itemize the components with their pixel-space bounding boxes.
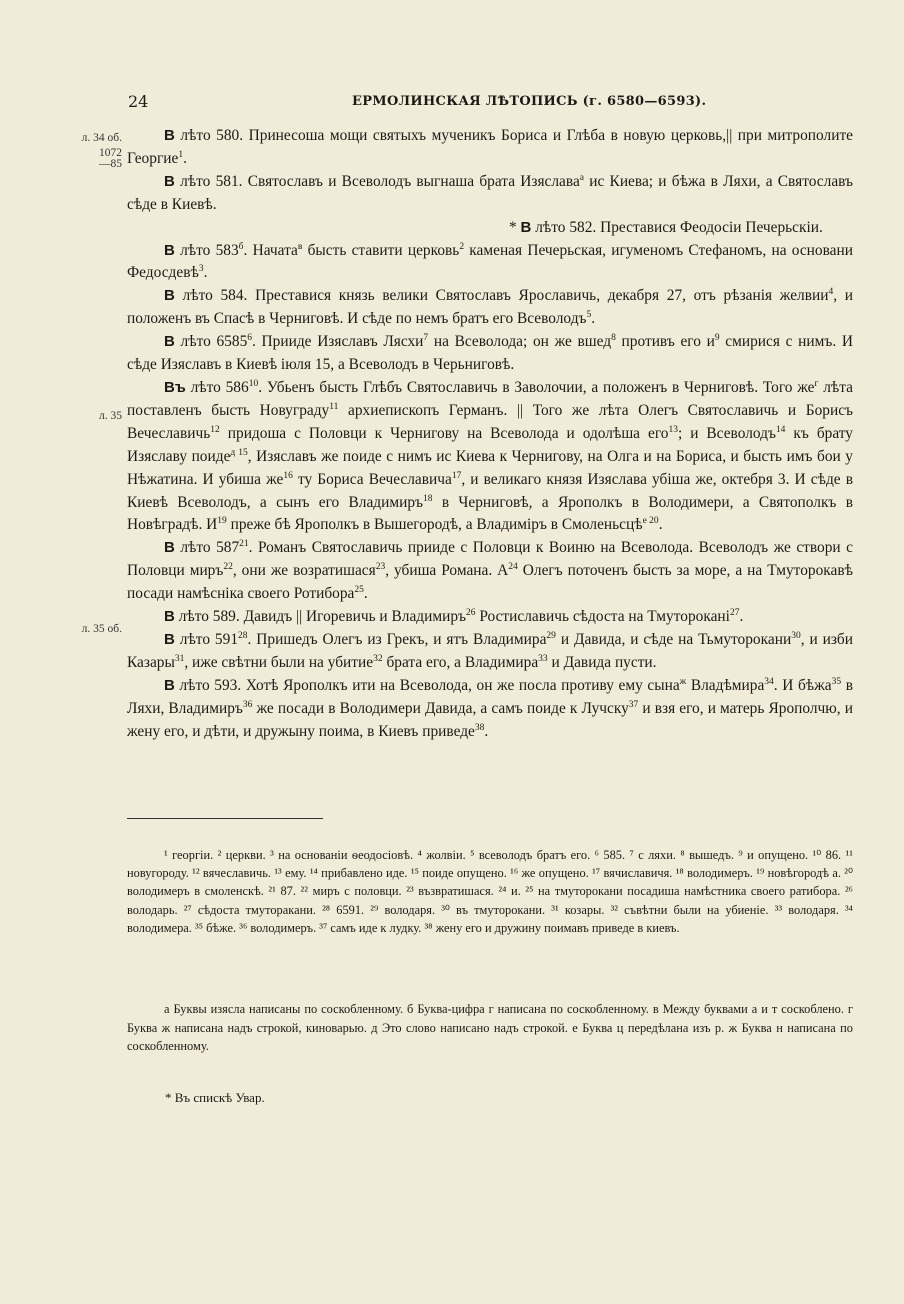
footnote-ref: 38	[474, 722, 485, 733]
footnote-ref: 17	[451, 470, 462, 481]
letter-footnotes-text: а Буквы изясла написаны по соскобленному. б Буква-цифра г написана по соскобленному. в Между буквами а и т соскоблено. г Буква ж написана надъ строкой, киноварью. д Это слово написано надъ строкой. е Буква ц передѣлана изъ р. ж Буква н написана по соскобленному.	[127, 1002, 853, 1053]
chronicle-entry: В лѣто 593. Хотѣ Ярополкъ ити на Всеволода, он же посла противу ему сына$^ж$ Владѣмира$^{34}$. И бѣжа$^{35}$ в Ляхи, Владимиръ$^{36}$ же посади в Володимери Давида, а самъ поиде к Лучску$^{37}$ и взя его, и матерь Ярополчю, и жену его, и дѣти, и дружыну поима, в Киевъ приведе$^{38}$.	[127, 676, 853, 740]
footnote-ref: 2	[459, 241, 465, 252]
footnote-ref: 11	[329, 401, 339, 412]
footnote-ref: 19	[217, 516, 227, 527]
footnote-ref: 32	[373, 653, 383, 664]
footnote-ref: 8	[611, 333, 616, 344]
footnote-ref: д 15	[230, 447, 248, 458]
footnote-ref: е 20	[642, 516, 659, 527]
footnote-ref: 24	[508, 562, 518, 573]
footnote-ref: 21	[239, 539, 249, 550]
footnote-ref: 23	[375, 562, 386, 573]
footnote-ref: 22	[223, 562, 233, 573]
chronicle-entry: В лѣто 581. Святославъ и Всеволодъ выгнаша брата Изяслава$^а$ ис Киева; и бѣжа в Ляхи, а Святославъ сѣде в Киевѣ.	[127, 172, 853, 213]
chronicle-entry: В лѣто $587^{21}$. Романъ Святославичь прииде с Половци к Воиню на Всеволода. Всеволодъ же створи с Половци миръ$^{22}$, они же возратишася$^{23}$, убиша Романа. $А^{24}$ Олегъ поточенъ бысть за море, а на Тмуторокавѣ посади намѣсніка своего Ротибора$^{25}$.	[127, 539, 853, 603]
footnote-ref: 36	[242, 699, 253, 710]
footnote-ref: 7	[423, 333, 429, 344]
footnote-ref: 33	[538, 653, 548, 664]
chronicle-text	[127, 125, 853, 743]
footnote-ref: 18	[423, 493, 433, 504]
entry-initial: В	[164, 333, 175, 351]
margin-folio-34ob	[50, 133, 122, 170]
margin-year-end: —85	[99, 158, 122, 170]
footnote-ref: 35	[831, 676, 842, 687]
asterisk-note: * Въ спискѣ Увар.	[165, 1090, 265, 1105]
entry-initial: В	[164, 539, 175, 557]
chronicle-entry: В лѣто 6585$^6$. Прииде Изяславъ Лясхи$^7$ на Всеволода; он же вшед$^8$ противъ его $и^9$ смирися с нимъ. И сѣде Изяславъ в Киевѣ іюля 15, а Всеволодъ в Черьниговѣ.	[127, 333, 853, 374]
footnote-ref: 13	[668, 424, 678, 435]
footnote-ref: 27	[729, 608, 740, 619]
running-head	[0, 92, 904, 116]
footnote-ref: 4	[828, 287, 834, 298]
footnote-ref: 30	[791, 630, 801, 641]
chronicle-entry: В лѣто $591^{28}$. Пришедъ Олегъ из Грекъ, и ятъ Владимира$^{29}$ и Давида, и сѣде на Тьмуторокани$^{30}$, и изби Казары$^{31}$, иже свѣтни были на убитие$^{32}$ брата его, а Владимира$^{33}$ и Давида пусти.	[127, 630, 853, 671]
chronicle-entry: В лѣто 580. Принесоша мощи святыхъ мученикъ Бориса и Глѣба в новую церковь,|| при митрополите Георгие$^1$.	[127, 127, 853, 167]
entry-initial: В	[520, 218, 532, 236]
footnote-ref: 25	[354, 585, 364, 596]
footnote-ref: б	[238, 241, 244, 252]
chronicle-entry: Въ лѣто $586^{10}$. Убьенъ бысть Глѣбъ Святославичь в Заволочии, а положенъ в Черниговѣ. Того $же^г$ лѣта поставленъ бысть Новуграду$^{11}$ архиепископъ Германъ. || Того же лѣта Олегъ Святославичь и Борисъ Вечеславичь$^{12}$ придошa с Половци к Чернигову на Всеволода и одолѣша его$^{13}$; и Всеволодъ$^{14}$ къ брату Изяславу поиде$^{д 15}$, Изяславъ же поиде с нимъ ис Киева к Чернигову, на Олга и на Бориса, и бысть имъ бои у Нѣжатина. И убиша $же^{16}$ ту Бориса Вечеславича$^{17}$, и великаго князя Изяслава убіша же, октебря 3. И сѣде в Киевѣ Всеволодъ, а сынъ его Владимиръ$^{18}$ в Черниговѣ, а Ярополкъ в Володимери, а Святополкъ в Новѣградѣ. $И^{19}$ преже бѣ Ярополкъ в Вышегородѣ, а Владимiръ в Смоленьсцѣ$^{е 20}$.	[127, 378, 854, 534]
footnote-ref: г	[814, 378, 819, 389]
chronicle-entry: В лѣто 584. Преставися князь велики Святославъ Ярославичь, декабря 27, отъ рѣзанія желвии$^4$, и положенъ въ Спасѣ в Черниговѣ. И сѣде по немъ братъ его Всеволодъ$^5$.	[127, 287, 853, 328]
margin-folio-label: л. 34 об.	[81, 132, 122, 144]
footnote-ref: 10	[248, 378, 259, 389]
footnote-ref: 9	[714, 333, 720, 344]
page-number: 24	[128, 92, 149, 111]
footnote-ref: 26	[466, 608, 476, 619]
entry-initial: В	[164, 630, 175, 648]
chronicle-entry: * В лѣто 582. Преставися Феодосіи Печерьскіи.	[509, 218, 823, 236]
footnote-ref: 5	[586, 310, 592, 321]
footnote-ref: а	[579, 172, 584, 183]
entry-initial: В	[164, 241, 175, 259]
letter-footnotes	[127, 1000, 853, 1056]
entry-initial: Въ	[164, 378, 186, 396]
footnote-ref: ж	[679, 676, 687, 687]
chronicle-entry: В лѣто $583^б$. Начата$^в$ бысть ставити церковь$^2$ каменая Печерьская, игуменомъ Стефаномъ, на основани Федосдевѣ$^3$.	[127, 241, 853, 282]
entry-initial: В	[164, 172, 175, 190]
footnote-ref: 37	[628, 699, 639, 710]
entry-initial: В	[164, 608, 175, 626]
footnote-ref: 31	[174, 653, 185, 664]
footnote-ref: 28	[238, 630, 248, 641]
chronicle-entry: В лѣто 589. Давидъ || Игоревичь и Владимиръ$^{26}$ Ростиславичь сѣдоста на Тмуторокані$^{27}$.	[164, 608, 744, 626]
entry-initial: В	[164, 676, 175, 694]
footnote-ref: 6	[247, 333, 253, 344]
footnote-ref: 29	[546, 630, 556, 641]
footnote-ref: 1	[178, 149, 184, 160]
margin-folio-35: л. 35	[99, 410, 122, 422]
entry-initial: В	[164, 287, 175, 305]
footnote-ref: 12	[210, 424, 220, 435]
footnote-ref: 3	[198, 264, 204, 275]
running-title: ЕРМОЛИНСКАЯ ЛѢТОПИСЬ (г. 6580—6593).	[352, 94, 707, 109]
variant-footnotes-text: ¹ георгіи. ² церкви. ³ на основаніи ѳеодосіовѣ. ⁴ жолвіи. ⁵ всеволодъ братъ его. ⁶ 585. ⁷ с ляхи. ⁸ вышедъ. ⁹ и опущено. ¹⁰ 86. ¹¹ новугороду. ¹² вячеславичь. ¹³ ему. ¹⁴ прибавлено иде. ¹⁵ поиде опущено. ¹⁶ же опущено. ¹⁷ вячиславичя. ¹⁸ володимеръ. ¹⁹ новѣгородѣ а. ²⁰ володимеръ в смоленскѣ. ²¹ 87. ²² миръ с половци. ²³ възвратишася. ²⁴ и. ²⁵ на тмуторокани посадиша намѣстника своего ратибора. ²⁶ володарь. ²⁷ сѣдоста тмуторакани. ²⁸ 6591. ²⁹ володаря. ³⁰ въ тмуторокани. ³¹ козары. ³² съвѣтни были на убиеніе. ³³ володаря. ³⁴ володимера. ³⁵ бѣже. ³⁶ володимеръ. ³⁷ самъ иде к лудку. ³⁸ жену его и дружину поимавъ приведе в киевъ.	[127, 848, 853, 935]
footnote-ref: 34	[764, 676, 774, 687]
footnote-ref: 14	[775, 424, 786, 435]
footnote-ref: 16	[283, 470, 293, 481]
footnote-separator	[127, 818, 323, 819]
margin-folio-35ob: л. 35 об.	[81, 623, 122, 635]
entry-initial: В	[164, 127, 175, 144]
footnote-ref: в	[297, 241, 303, 252]
margin-year-start: 1072	[99, 147, 122, 159]
variant-footnotes	[127, 846, 853, 937]
